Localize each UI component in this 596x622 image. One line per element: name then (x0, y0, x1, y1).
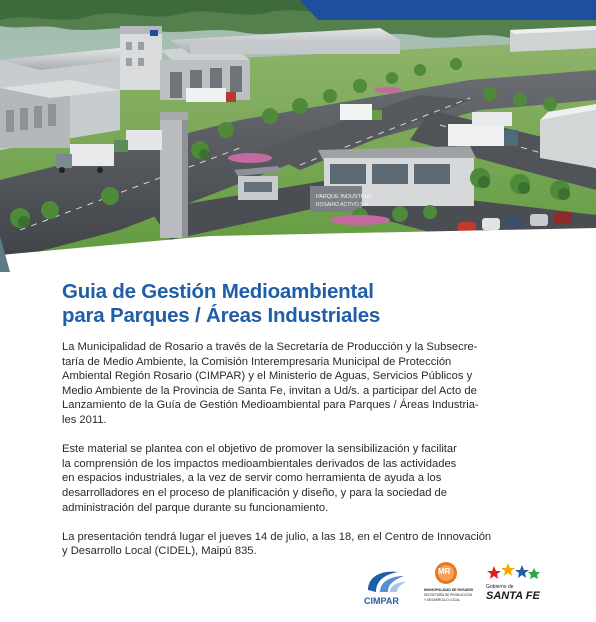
text-line: les 2011. (62, 413, 107, 426)
text-line: administración del parque durante su funcionamiento. (62, 501, 329, 514)
municipalidad-rosario-logo (424, 560, 484, 610)
text-line: Medio Ambiente de la Provincia de Santa Fe, invitan a Ud/s. a participar del Acto de (62, 384, 477, 397)
sponsor-logos (360, 560, 560, 610)
gate-sign-line-1: PARQUE INDUSTRIAL (316, 194, 374, 200)
gate-sign-line-2: ROSARIO ACTIVO S.A. (316, 202, 370, 208)
mr-line: MUNICIPALIDAD DE ROSARIO (424, 588, 474, 592)
text-line: la comprensión de los impactos medioambientales derivados de las actividades (62, 457, 457, 470)
text-line: La presentación tendrá lugar el jueves 14 de julio, a las 18, en el Centro de Innovación (62, 530, 492, 543)
paragraph-event-details (62, 530, 540, 559)
cimpar-logo (360, 566, 410, 610)
text-line: La Municipalidad de Rosario a través de la Secretaría de Producción y la Subsecre- (62, 341, 478, 353)
accent-bar (300, 0, 596, 20)
title-line: para Parques / Áreas Industriales (62, 304, 381, 327)
text-line: taría de Medio Ambiente, la Comisión Interempresaria Municipal de Protección (62, 355, 452, 368)
document-body (62, 340, 540, 574)
title-line: Guia de Gestión Medioambiental (62, 280, 374, 303)
santa-fe-top-label: Gobierno de (486, 584, 514, 590)
mr-badge-label: MR (438, 567, 451, 576)
mr-badge-icon (424, 560, 484, 586)
mr-line: Y DESARROLLO LOCAL (424, 598, 461, 602)
industrial-park-illustration (0, 0, 596, 272)
gobierno-santa-fe-logo (484, 562, 560, 610)
hero-frame-shapes (0, 0, 596, 272)
document-title (62, 280, 542, 328)
text-line: Ambiental Región Rosario (CIMPAR) y el Ministerio de Aguas, Servicios Públicos y (62, 370, 473, 383)
text-line: Este material se plantea con el objetivo de promover la sensibilización y facilitar (62, 443, 457, 456)
text-line: Lanzamiento de la Guía de Gestión Medioambiental para Parques / Áreas Industria- (62, 399, 479, 412)
mr-line: SECRETARÍA DE PRODUCCIÓN (424, 593, 472, 597)
text-line: en espacios industriales, a la vez de servir como herramienta de ayuda a los (62, 472, 442, 485)
paragraph-objective (62, 442, 540, 515)
paragraph-invitation (62, 340, 540, 428)
cimpar-emblem-icon (360, 566, 410, 596)
text-line: y Desarrollo Local (CIDEL), Maipú 835. (62, 545, 257, 558)
santa-fe-stars-icon (484, 562, 544, 584)
santa-fe-name-label: SANTA FE (486, 590, 540, 602)
text-line: desarrolladores en el proceso de planificación y diseño, y para la sociedad de (62, 486, 447, 499)
cimpar-label: CIMPAR (364, 596, 399, 606)
